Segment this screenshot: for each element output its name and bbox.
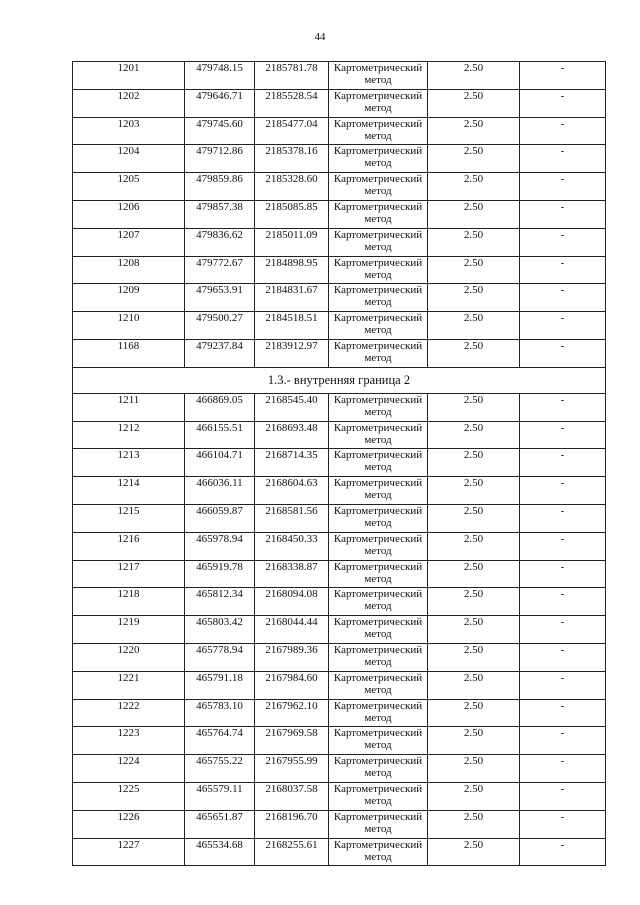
x-coordinate-cell: 465978.94: [185, 532, 255, 560]
method-cell: Картометрический метод: [329, 727, 428, 755]
point-id-cell: 1213: [73, 449, 185, 477]
y-coordinate-cell: 2168714.35: [255, 449, 329, 477]
table-row: [73, 339, 606, 367]
note-cell: -: [520, 477, 606, 505]
table-row: [73, 504, 606, 532]
table-row: [73, 477, 606, 505]
note-cell: -: [520, 755, 606, 783]
point-id-cell: 1212: [73, 421, 185, 449]
point-id-cell: 1221: [73, 671, 185, 699]
point-id-cell: 1217: [73, 560, 185, 588]
x-coordinate-cell: 465764.74: [185, 727, 255, 755]
note-cell: -: [520, 560, 606, 588]
accuracy-cell: 2.50: [428, 755, 520, 783]
x-coordinate-cell: 479500.27: [185, 312, 255, 340]
method-cell: Картометрический метод: [329, 449, 428, 477]
point-id-cell: 1208: [73, 256, 185, 284]
method-cell: Картометрический метод: [329, 145, 428, 173]
method-cell: Картометрический метод: [329, 810, 428, 838]
x-coordinate-cell: 465812.34: [185, 588, 255, 616]
y-coordinate-cell: 2185378.16: [255, 145, 329, 173]
note-cell: -: [520, 532, 606, 560]
accuracy-cell: 2.50: [428, 145, 520, 173]
accuracy-cell: 2.50: [428, 699, 520, 727]
note-cell: -: [520, 256, 606, 284]
x-coordinate-cell: 466155.51: [185, 421, 255, 449]
table-row: [73, 699, 606, 727]
accuracy-cell: 2.50: [428, 532, 520, 560]
point-id-cell: 1205: [73, 173, 185, 201]
table-row: [73, 782, 606, 810]
method-cell: Картометрический метод: [329, 117, 428, 145]
accuracy-cell: 2.50: [428, 477, 520, 505]
section-header-row: [73, 367, 606, 393]
point-id-cell: 1203: [73, 117, 185, 145]
note-cell: -: [520, 782, 606, 810]
y-coordinate-cell: 2184898.95: [255, 256, 329, 284]
method-cell: Картометрический метод: [329, 62, 428, 90]
accuracy-cell: 2.50: [428, 284, 520, 312]
method-cell: Картометрический метод: [329, 477, 428, 505]
x-coordinate-cell: 466869.05: [185, 393, 255, 421]
method-cell: Картометрический метод: [329, 838, 428, 866]
accuracy-cell: 2.50: [428, 312, 520, 340]
accuracy-cell: 2.50: [428, 838, 520, 866]
note-cell: -: [520, 727, 606, 755]
accuracy-cell: 2.50: [428, 421, 520, 449]
point-id-cell: 1224: [73, 755, 185, 783]
y-coordinate-cell: 2168450.33: [255, 532, 329, 560]
x-coordinate-cell: 466036.11: [185, 477, 255, 505]
accuracy-cell: 2.50: [428, 727, 520, 755]
accuracy-cell: 2.50: [428, 393, 520, 421]
y-coordinate-cell: 2168094.08: [255, 588, 329, 616]
table-row: [73, 810, 606, 838]
coordinates-table: [72, 61, 606, 866]
note-cell: -: [520, 643, 606, 671]
method-cell: Картометрический метод: [329, 755, 428, 783]
y-coordinate-cell: 2167955.99: [255, 755, 329, 783]
accuracy-cell: 2.50: [428, 200, 520, 228]
table-row: [73, 671, 606, 699]
table-row: [73, 62, 606, 90]
x-coordinate-cell: 465803.42: [185, 616, 255, 644]
table-row: [73, 145, 606, 173]
x-coordinate-cell: 479857.38: [185, 200, 255, 228]
method-cell: Картометрический метод: [329, 89, 428, 117]
table-row: [73, 838, 606, 866]
method-cell: Картометрический метод: [329, 228, 428, 256]
accuracy-cell: 2.50: [428, 449, 520, 477]
method-cell: Картометрический метод: [329, 339, 428, 367]
x-coordinate-cell: 465919.78: [185, 560, 255, 588]
note-cell: -: [520, 200, 606, 228]
accuracy-cell: 2.50: [428, 117, 520, 145]
x-coordinate-cell: 465755.22: [185, 755, 255, 783]
point-id-cell: 1211: [73, 393, 185, 421]
accuracy-cell: 2.50: [428, 588, 520, 616]
note-cell: -: [520, 312, 606, 340]
y-coordinate-cell: 2167962.10: [255, 699, 329, 727]
point-id-cell: 1227: [73, 838, 185, 866]
note-cell: -: [520, 89, 606, 117]
note-cell: -: [520, 284, 606, 312]
y-coordinate-cell: 2168604.63: [255, 477, 329, 505]
note-cell: -: [520, 810, 606, 838]
accuracy-cell: 2.50: [428, 256, 520, 284]
method-cell: Картометрический метод: [329, 782, 428, 810]
accuracy-cell: 2.50: [428, 671, 520, 699]
method-cell: Картометрический метод: [329, 588, 428, 616]
note-cell: -: [520, 421, 606, 449]
y-coordinate-cell: 2185477.04: [255, 117, 329, 145]
accuracy-cell: 2.50: [428, 62, 520, 90]
x-coordinate-cell: 479712.86: [185, 145, 255, 173]
method-cell: Картометрический метод: [329, 643, 428, 671]
x-coordinate-cell: 465579.11: [185, 782, 255, 810]
y-coordinate-cell: 2184518.51: [255, 312, 329, 340]
coordinates-table-body: [73, 62, 606, 866]
table-row: [73, 117, 606, 145]
note-cell: -: [520, 838, 606, 866]
note-cell: -: [520, 616, 606, 644]
method-cell: Картометрический метод: [329, 699, 428, 727]
x-coordinate-cell: 466104.71: [185, 449, 255, 477]
method-cell: Картометрический метод: [329, 532, 428, 560]
table-row: [73, 173, 606, 201]
method-cell: Картометрический метод: [329, 421, 428, 449]
x-coordinate-cell: 479859.86: [185, 173, 255, 201]
table-row: [73, 616, 606, 644]
y-coordinate-cell: 2167969.58: [255, 727, 329, 755]
y-coordinate-cell: 2185781.78: [255, 62, 329, 90]
x-coordinate-cell: 479748.15: [185, 62, 255, 90]
table-row: [73, 755, 606, 783]
accuracy-cell: 2.50: [428, 504, 520, 532]
y-coordinate-cell: 2185085.85: [255, 200, 329, 228]
point-id-cell: 1215: [73, 504, 185, 532]
table-row: [73, 588, 606, 616]
note-cell: -: [520, 504, 606, 532]
x-coordinate-cell: 465651.87: [185, 810, 255, 838]
method-cell: Картометрический метод: [329, 504, 428, 532]
point-id-cell: 1168: [73, 339, 185, 367]
accuracy-cell: 2.50: [428, 228, 520, 256]
x-coordinate-cell: 479745.60: [185, 117, 255, 145]
table-row: [73, 200, 606, 228]
note-cell: -: [520, 393, 606, 421]
point-id-cell: 1214: [73, 477, 185, 505]
table-row: [73, 532, 606, 560]
table-row: [73, 89, 606, 117]
note-cell: -: [520, 699, 606, 727]
table-row: [73, 560, 606, 588]
table-row: [73, 727, 606, 755]
y-coordinate-cell: 2185328.60: [255, 173, 329, 201]
accuracy-cell: 2.50: [428, 560, 520, 588]
accuracy-cell: 2.50: [428, 616, 520, 644]
method-cell: Картометрический метод: [329, 284, 428, 312]
point-id-cell: 1201: [73, 62, 185, 90]
y-coordinate-cell: 2168037.58: [255, 782, 329, 810]
point-id-cell: 1222: [73, 699, 185, 727]
note-cell: -: [520, 671, 606, 699]
point-id-cell: 1218: [73, 588, 185, 616]
accuracy-cell: 2.50: [428, 782, 520, 810]
table-row: [73, 421, 606, 449]
method-cell: Картометрический метод: [329, 312, 428, 340]
y-coordinate-cell: 2183912.97: [255, 339, 329, 367]
method-cell: Картометрический метод: [329, 200, 428, 228]
accuracy-cell: 2.50: [428, 89, 520, 117]
point-id-cell: 1210: [73, 312, 185, 340]
x-coordinate-cell: 466059.87: [185, 504, 255, 532]
page-number: 44: [314, 31, 326, 43]
point-id-cell: 1220: [73, 643, 185, 671]
method-cell: Картометрический метод: [329, 173, 428, 201]
y-coordinate-cell: 2168255.61: [255, 838, 329, 866]
point-id-cell: 1207: [73, 228, 185, 256]
x-coordinate-cell: 479653.91: [185, 284, 255, 312]
table-row: [73, 228, 606, 256]
x-coordinate-cell: 479836.62: [185, 228, 255, 256]
y-coordinate-cell: 2184831.67: [255, 284, 329, 312]
method-cell: Картометрический метод: [329, 616, 428, 644]
x-coordinate-cell: 479237.84: [185, 339, 255, 367]
y-coordinate-cell: 2168545.40: [255, 393, 329, 421]
method-cell: Картометрический метод: [329, 671, 428, 699]
x-coordinate-cell: 479646.71: [185, 89, 255, 117]
note-cell: -: [520, 449, 606, 477]
point-id-cell: 1225: [73, 782, 185, 810]
table-row: [73, 256, 606, 284]
y-coordinate-cell: 2168693.48: [255, 421, 329, 449]
point-id-cell: 1202: [73, 89, 185, 117]
y-coordinate-cell: 2168196.70: [255, 810, 329, 838]
point-id-cell: 1219: [73, 616, 185, 644]
point-id-cell: 1209: [73, 284, 185, 312]
point-id-cell: 1206: [73, 200, 185, 228]
note-cell: -: [520, 62, 606, 90]
table-row: [73, 449, 606, 477]
accuracy-cell: 2.50: [428, 339, 520, 367]
x-coordinate-cell: 479772.67: [185, 256, 255, 284]
accuracy-cell: 2.50: [428, 643, 520, 671]
point-id-cell: 1226: [73, 810, 185, 838]
method-cell: Картометрический метод: [329, 393, 428, 421]
point-id-cell: 1216: [73, 532, 185, 560]
note-cell: -: [520, 145, 606, 173]
x-coordinate-cell: 465778.94: [185, 643, 255, 671]
y-coordinate-cell: 2168044.44: [255, 616, 329, 644]
method-cell: Картометрический метод: [329, 256, 428, 284]
note-cell: -: [520, 228, 606, 256]
accuracy-cell: 2.50: [428, 810, 520, 838]
point-id-cell: 1223: [73, 727, 185, 755]
note-cell: -: [520, 588, 606, 616]
y-coordinate-cell: 2168338.87: [255, 560, 329, 588]
table-row: [73, 643, 606, 671]
method-cell: Картометрический метод: [329, 560, 428, 588]
note-cell: -: [520, 117, 606, 145]
table-row: [73, 393, 606, 421]
table-row: [73, 312, 606, 340]
table-row: [73, 284, 606, 312]
y-coordinate-cell: 2167984.60: [255, 671, 329, 699]
accuracy-cell: 2.50: [428, 173, 520, 201]
point-id-cell: 1204: [73, 145, 185, 173]
x-coordinate-cell: 465534.68: [185, 838, 255, 866]
note-cell: -: [520, 339, 606, 367]
y-coordinate-cell: 2168581.56: [255, 504, 329, 532]
note-cell: -: [520, 173, 606, 201]
y-coordinate-cell: 2185528.54: [255, 89, 329, 117]
x-coordinate-cell: 465791.18: [185, 671, 255, 699]
y-coordinate-cell: 2167989.36: [255, 643, 329, 671]
x-coordinate-cell: 465783.10: [185, 699, 255, 727]
section-title: 1.3.- внутренняя граница 2: [73, 367, 606, 393]
y-coordinate-cell: 2185011.09: [255, 228, 329, 256]
